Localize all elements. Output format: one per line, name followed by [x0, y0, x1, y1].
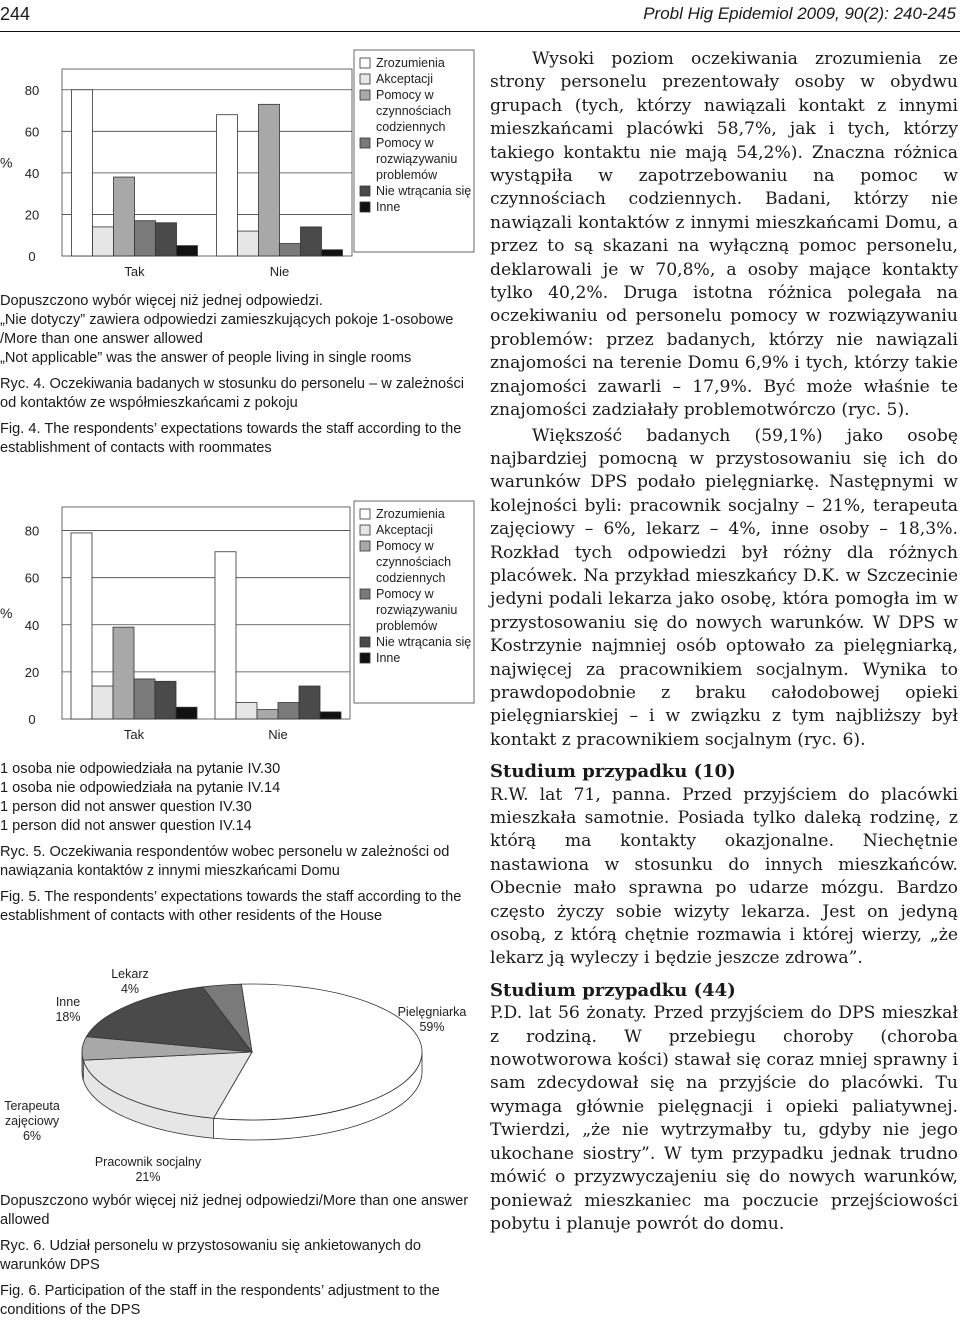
legend-label: codziennych [376, 571, 446, 585]
legend-label: Nie wtrącania się [376, 184, 472, 198]
figure-4-caption [0, 292, 472, 458]
legend-label: czynnościach [376, 104, 452, 118]
body-paragraph: Większość badanych (59,1%) jako osobę najbardziej pomocną w przystosowaniu się ich do warunków DPS podało pielęgniarkę. Następnymi w kolejności byli: pracownik socjalny – 21%, terapeuta zajęciowy – 6%, lekarz – 4%, inne osoby – 18,3%. Rozkład tych odpowiedzi był różny dla różnych placówek. Na przykład mieszkańcy D.K. w Szczecinie jedyni podali lekarza jako osobę, która pomogła im w przystosowaniu się do nowych warunków. W DPS w Kostrzynie najmniej osób optowało za pielęgniarką, najwięcej za pracownikiem socjalnym. Wynika to prawdopodobnie z braku całodobowej opieki pielęgniarskiej – i w związku z tym najbliższy był kontakt z pracownikiem socjalnym (ryc. 6). [490, 425, 958, 750]
legend-label: Inne [376, 651, 401, 665]
figure-6-caption-pl: Ryc. 6. Udział personelu w przystosowaniu się ankietowanych do warunków DPS [0, 1238, 421, 1273]
body-paragraph: Wysoki poziom oczekiwania zrozumienia ze strony personelu prezentowały osoby w obydwu grupach (tych, którzy nawiązali kontakt z innymi mieszkańcami placówki 58,7%, jak i tych, którzy takiego kontaktu nie mają 54,2%). Znaczna różnica wystąpiła w zapotrzebowaniu na pomoc w czynnościach codziennych. Badani, którzy nie nawiązali kontaktów z innymi mieszkańcami Domu, a przez to są skazani na wyłączną pomoc personelu, deklarowali je w 70,8%, a osoby mające kontakty tylko 40,2%. Druga istotna różnica polegała na oczekiwaniu od personelu pomocy w rozwiązywaniu problemów: przez badanych, którzy nie nawiązali znajomości na terenie Domu 6,9% i tych, którzy takie znajomości zawarli – 17,9%. Być może właśnie te znajomości zadziałały problemotwórczo (ryc. 5). [490, 49, 958, 421]
figure-5-note: 1 osoba nie odpowiedziała na pytanie IV.30 [0, 761, 281, 777]
y-axis-label: % [0, 154, 13, 171]
y-tick-label: 80 [24, 82, 40, 98]
y-tick-label: 60 [24, 124, 40, 140]
figure-4-note: „Not applicable” was the answer of people living in single rooms [0, 350, 412, 366]
legend-swatch [360, 186, 370, 196]
legend-label: Akceptacji [376, 72, 433, 86]
legend-label: Pomocy w [376, 587, 434, 601]
body-paragraph: P.D. lat 56 żonaty. Przed przyjściem do DPS mieszkał z rodziną. W przebiegu choroby (choroba nowotworowa kości) stawał się coraz mniej sprawny i sam zdecydował się na przyjście do placówki. Tu wymaga głównie pielęgnacji i opieki paliatywnej. Twierdzi, „że nie wytrzymałby tu, gdyby nie jego ukochane siostry”. W tym przypadku jednak trudno mówić o przyzwyczajeniu się do nowych warunków, ponieważ mieszkaniec ma poczucie przejściowości pobytu i planuje powrót do domu. [490, 1003, 958, 1234]
bar [301, 227, 322, 256]
figure-5-note: 1 osoba nie odpowiedziała na pytanie IV.14 [0, 780, 281, 796]
bar [156, 223, 177, 256]
bar [72, 90, 93, 256]
legend-label: codziennych [376, 120, 446, 134]
y-tick-label: 40 [24, 617, 40, 633]
pie-category-label: Inne [55, 995, 81, 1009]
legend-label: problemów [376, 168, 438, 182]
figure-6-pie-chart [0, 960, 480, 1190]
legend-swatch [360, 202, 370, 212]
legend-swatch [360, 58, 370, 68]
bar [177, 246, 198, 256]
bar [113, 627, 134, 719]
y-tick-label: 20 [24, 207, 40, 223]
bar [217, 115, 238, 256]
legend-label: czynnościach [376, 555, 452, 569]
pie-value-label: 18% [55, 1010, 81, 1024]
figure-6-caption-en: Fig. 6. Participation of the staff in the respondents’ adjustment to the conditions of the DPS [0, 1283, 440, 1318]
legend-swatch [360, 653, 370, 663]
section-heading: Studium przypadku (44) [490, 979, 736, 1001]
bar [259, 104, 280, 256]
bar [299, 686, 320, 719]
legend-swatch [360, 509, 370, 519]
legend-label: Zrozumienia [376, 507, 445, 521]
page-number: 244 [0, 4, 31, 24]
legend-swatch [360, 138, 370, 148]
legend-label: Pomocy w [376, 88, 434, 102]
figure-4-note: „Nie dotyczy” zawiera odpowiedzi zamieszkujących pokoje 1-osobowe [0, 312, 454, 328]
y-tick-label: 60 [24, 570, 40, 586]
bar [236, 703, 257, 719]
pie-value-label: 21% [135, 1170, 161, 1184]
legend-label: Zrozumienia [376, 56, 445, 70]
bar [322, 250, 343, 256]
legend-label: Nie wtrącania się [376, 635, 472, 649]
bar [280, 244, 301, 256]
pie-category-label: Pielęgniarka [397, 1005, 467, 1019]
pie-category-label: Lekarz [111, 967, 149, 981]
pie-category-label: Pracownik socjalny [94, 1155, 202, 1169]
legend-label: Inne [376, 200, 401, 214]
figure-5-note: 1 person did not answer question IV.14 [0, 818, 252, 834]
section-heading: Studium przypadku (10) [490, 761, 736, 783]
figure-5-caption-pl: Ryc. 5. Oczekiwania respondentów wobec personelu w zależności od nawiązania kontaktów z innymi mieszkańcami Domu [0, 844, 450, 879]
legend-swatch [360, 541, 370, 551]
bar [278, 703, 299, 719]
bar [93, 227, 114, 256]
bar [257, 710, 278, 719]
x-tick-label: Nie [268, 727, 288, 742]
legend-swatch [360, 74, 370, 84]
y-tick-label: 20 [24, 664, 40, 680]
y-tick-label: 0 [28, 249, 36, 264]
figure-4-caption-pl: Ryc. 4. Oczekiwania badanych w stosunku do personelu – w zależności od kontaktów ze współmieszkańcami z pokoju [0, 376, 464, 411]
legend-label: Pomocy w [376, 539, 434, 553]
body-paragraph: R.W. lat 71, panna. Przed przyjściem do placówki mieszkała samotnie. Posiada tylko daleką rodzinę, z którą ma kontakty okazjonalne. Niechętnie nastawiona w stosunku do innych mieszkańców. Obecnie mało sprawna po udarze mózgu. Bardzo często życzy sobie wizyty lekarza. Jest on jedyną osobą, z którą chętnie rozmawia i której wierzy, „że lekarz ją wyleczy i będzie jeszcze zdrowa”. [490, 784, 958, 969]
figure-6-note: Dopuszczono wybór więcej niż jednej odpowiedzi/More than one answer allowed [0, 1193, 469, 1228]
y-tick-label: 40 [24, 165, 40, 181]
legend-swatch [360, 90, 370, 100]
pie-category-label: Terapeuta [4, 1099, 60, 1113]
bar [71, 533, 92, 719]
figure-4-note: /More than one answer allowed [0, 331, 203, 347]
bar [155, 681, 176, 719]
figure-5-note: 1 person did not answer question IV.30 [0, 799, 252, 815]
bar [92, 686, 113, 719]
y-tick-label: 0 [28, 712, 36, 727]
figure-4-caption-en: Fig. 4. The respondents’ expectations towards the staff according to the establishment of contacts with roommates [0, 421, 462, 456]
figure-5-caption [0, 760, 472, 926]
header-rule [0, 31, 960, 32]
figure-6-caption [0, 1192, 472, 1320]
page-header [0, 0, 960, 36]
bar [134, 679, 155, 719]
bar [135, 221, 156, 256]
figure-4-bar-chart [0, 34, 480, 304]
bar [238, 231, 259, 256]
bar [215, 552, 236, 719]
y-axis-label: % [0, 605, 13, 621]
legend-swatch [360, 525, 370, 535]
figure-5-caption-en: Fig. 5. The respondents’ expectations towards the staff according to the establishment of contacts with other residents of the House [0, 889, 462, 924]
x-tick-label: Tak [124, 264, 145, 279]
legend-label: rozwiązywaniu [376, 152, 458, 166]
legend-swatch [360, 637, 370, 647]
body-text-column [490, 48, 958, 1236]
figure-4-note: Dopuszczono wybór więcej niż jednej odpowiedzi. [0, 293, 323, 309]
pie-value-label: 6% [22, 1129, 42, 1143]
bar [176, 707, 197, 719]
journal-citation: Probl Hig Epidemiol 2009, 90(2): 240-245 [643, 4, 956, 23]
legend-label: Pomocy w [376, 136, 434, 150]
figure-5-bar-chart [0, 490, 480, 760]
y-tick-label: 80 [24, 523, 40, 539]
legend-swatch [360, 589, 370, 599]
pie-value-label: 59% [419, 1020, 445, 1034]
bar [114, 177, 135, 256]
legend-label: rozwiązywaniu [376, 603, 458, 617]
legend-label: Akceptacji [376, 523, 433, 537]
pie-value-label: 4% [120, 982, 140, 996]
bar [320, 712, 341, 719]
x-tick-label: Tak [123, 727, 145, 742]
pie-category-label: zajęciowy [4, 1114, 60, 1128]
x-tick-label: Nie [269, 264, 290, 279]
legend-label: problemów [376, 619, 438, 633]
